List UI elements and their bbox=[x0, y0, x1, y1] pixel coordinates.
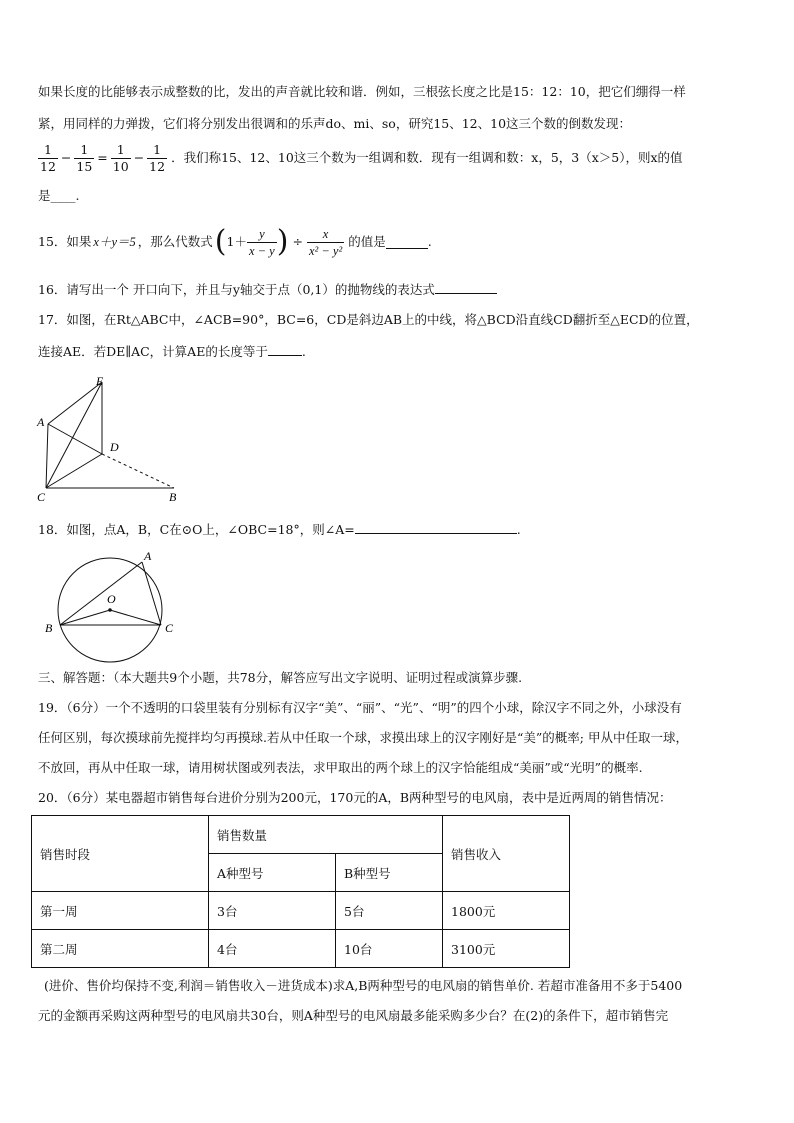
label-b: B bbox=[45, 621, 53, 635]
fraction-y-over-x-minus-y: $\frac{y}{x - y}$ bbox=[248, 226, 275, 258]
figure-18-circle bbox=[38, 548, 188, 668]
question-19-line-2: 任何区别，每次摸球前先搅拌均匀再摸球.若从中任取一个球，求摸出球上的汉字刚好是“美”的概率; 甲从中任取一球， bbox=[38, 730, 688, 745]
header-model-a: A种型号 bbox=[209, 854, 336, 892]
answer-blank-15 bbox=[386, 236, 428, 249]
question-20-after-2: 元的金额再采购这两种型号的电风扇共30台，则A种型号的电风扇最多能采购多少台？在(2)的条件下，超市销售完 bbox=[38, 1008, 669, 1023]
header-quantity: 销售数量 bbox=[209, 816, 443, 854]
question-20-line-1: 20．（6分）某电器超市销售每台进价分别为200元，170元的A，B两种型号的电风扇，表中是近两周的销售情况： bbox=[38, 790, 672, 805]
question-19-line-1: 19．（6分）一个不透明的口袋里装有分别标有汉字“美”、“丽”、“光”、“明”的四个小球，除汉字不同之外，小球没有 bbox=[38, 700, 682, 715]
question-17-line-1: 17．如图，在Rt△ABC中，∠ACB=90°，BC=6，CD是斜边AB上的中线，将△BCD沿直线CD翻折至△ECD的位置， bbox=[38, 312, 699, 327]
question-16: 16．请写出一个 开口向下，并且与y轴交于点（0,1）的抛物线的表达式 bbox=[38, 280, 760, 300]
fraction-x-over-x2-minus-y2: $\frac{x}{\text{x² − y²}}$ bbox=[308, 226, 343, 258]
question-17-line-2: 连接AE．若DE∥AC，计算AE的长度等于 . bbox=[38, 344, 306, 359]
question-15: 15．如果 x＋y＝5 ，那么代数式 ( 1＋ $\frac{y}{x - y}$ ) ÷ $\frac{x}{\text{x² − y²}}$ 的值是 . bbox=[38, 224, 432, 259]
fraction-1-10: $\frac{1}{10}$ bbox=[112, 141, 129, 174]
section-3-title: 三、解答题：（本大题共9个小题，共78分，解答应写出文字说明、证明过程或演算步骤. bbox=[38, 670, 523, 685]
intro-line-3: ．我们称15、12、10这三个数为一组调和数．现有一组调和数：x，5，3（x＞5），则x的值 bbox=[171, 150, 683, 165]
header-model-b: B种型号 bbox=[336, 854, 443, 892]
harmonic-equation-line: $\frac{1}{12}$ − $\frac{1}{15}$ = $\frac{1}{10}$ − $\frac{1}{12}$ ．我们称15、12、10这三个数为一组调和数．现有一组调和数：x，5，3（x＞5），则x的值 bbox=[40, 141, 683, 174]
intro-line-1: 如果长度的比能够表示成整数的比，发出的声音就比较和谐．例如，三根弦长度之比是15：12：10，把它们绷得一样 bbox=[38, 84, 686, 99]
header-period: 销售时段 bbox=[32, 816, 209, 892]
table-row: 第二周 4台 10台 3100元 bbox=[32, 930, 570, 968]
label-c: C bbox=[165, 621, 174, 635]
intro-line-2: 紧，用同样的力弹拨，它们将分别发出很调和的乐声do、mi、so，研究15、12、10这三个数的倒数发现： bbox=[38, 116, 632, 131]
question-19-line-3: 不放回，再从中任取一球，请用树状图或列表法，求甲取出的两个球上的汉字恰能组成“美丽”或“光明”的概率. bbox=[38, 760, 643, 775]
label-d: D bbox=[110, 440, 119, 454]
label-o: O bbox=[107, 592, 116, 606]
fraction-1-12: $\frac{1}{12}$ bbox=[40, 141, 56, 174]
fraction-1-15: $\frac{1}{15}$ bbox=[76, 141, 93, 174]
fraction-1-12b: $\frac{1}{12}$ bbox=[149, 141, 166, 174]
sales-table bbox=[31, 815, 570, 968]
header-income: 销售收入 bbox=[443, 816, 570, 892]
answer-blank-18 bbox=[355, 521, 517, 534]
intro-line-4: 是____. bbox=[38, 188, 80, 203]
label-a: A bbox=[37, 415, 45, 429]
label-e: E bbox=[96, 374, 104, 388]
question-18: 18．如图，点A，B，C在⊙O上，∠OBC=18°，则∠A= . bbox=[38, 522, 521, 537]
question-20-after-1: (进价、售价均保持不变,利润＝销售收入－进货成本)求A,B两种型号的电风扇的销售单价. 若超市准备用不多于5400 bbox=[44, 978, 683, 993]
label-c: C bbox=[37, 490, 46, 504]
answer-blank-17 bbox=[268, 343, 302, 356]
answer-blank-16 bbox=[435, 281, 497, 294]
figure-17-triangle bbox=[30, 370, 190, 505]
label-a: A bbox=[144, 549, 152, 563]
label-b: B bbox=[169, 490, 177, 504]
table-row: 第一周 3台 5台 1800元 bbox=[32, 892, 570, 930]
